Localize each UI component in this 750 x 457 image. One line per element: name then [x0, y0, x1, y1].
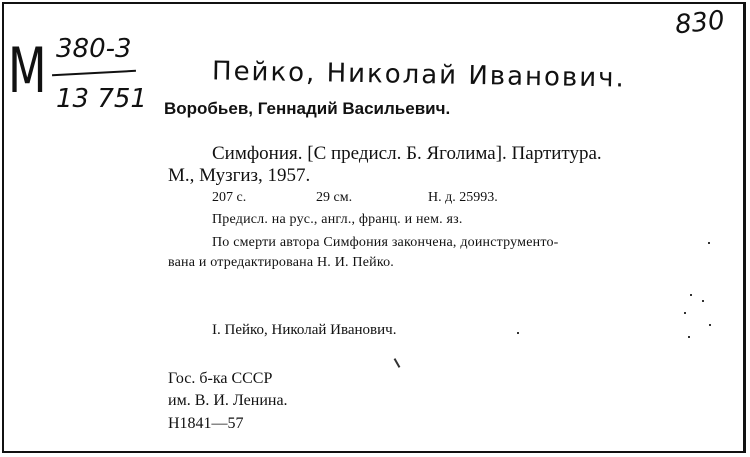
tracing-entry: I. Пейко, Николай Иванович. — [212, 322, 397, 338]
shelfmark-divider — [52, 70, 136, 76]
title-line-1: Симфония. [С предисл. Б. Яголима]. Партитура. — [212, 143, 602, 164]
speck — [690, 294, 692, 296]
note-line-1: Предисл. на рус., англ., франц. и нем. яз. — [212, 212, 463, 227]
catalog-card — [2, 2, 746, 453]
speck — [688, 336, 690, 338]
speck — [709, 324, 711, 326]
author-heading: Воробьев, Геннадий Васильевич. — [164, 99, 451, 118]
shelfmark-letter: М — [8, 34, 47, 107]
note-line-2: По смерти автора Симфония закончена, доинструменто- — [212, 235, 559, 250]
price: Н. д. 25993. — [428, 190, 498, 205]
speck — [702, 300, 704, 302]
speck — [394, 358, 401, 368]
size: 29 см. — [316, 190, 353, 205]
shelfmark-bottom: 13 751 — [56, 84, 147, 114]
speck — [517, 332, 519, 334]
handwritten-author: Пейко, Николай Иванович. — [211, 56, 627, 94]
shelfmark-top: 380-3 — [56, 34, 132, 64]
library-dedication: им. В. И. Ленина. — [168, 392, 288, 409]
handwritten-card-number: 830 — [673, 5, 727, 41]
note-line-3: вана и отредактирована Н. И. Пейко. — [168, 255, 395, 270]
title-line-2: М., Музгиз, 1957. — [168, 165, 311, 186]
speck — [708, 242, 710, 244]
physical-description — [212, 190, 498, 206]
library-name: Гос. б-ка СССР — [168, 370, 273, 387]
card-print-number: Н1841—57 — [168, 415, 244, 432]
pages-count: 207 с. — [212, 190, 247, 205]
speck — [684, 312, 686, 314]
